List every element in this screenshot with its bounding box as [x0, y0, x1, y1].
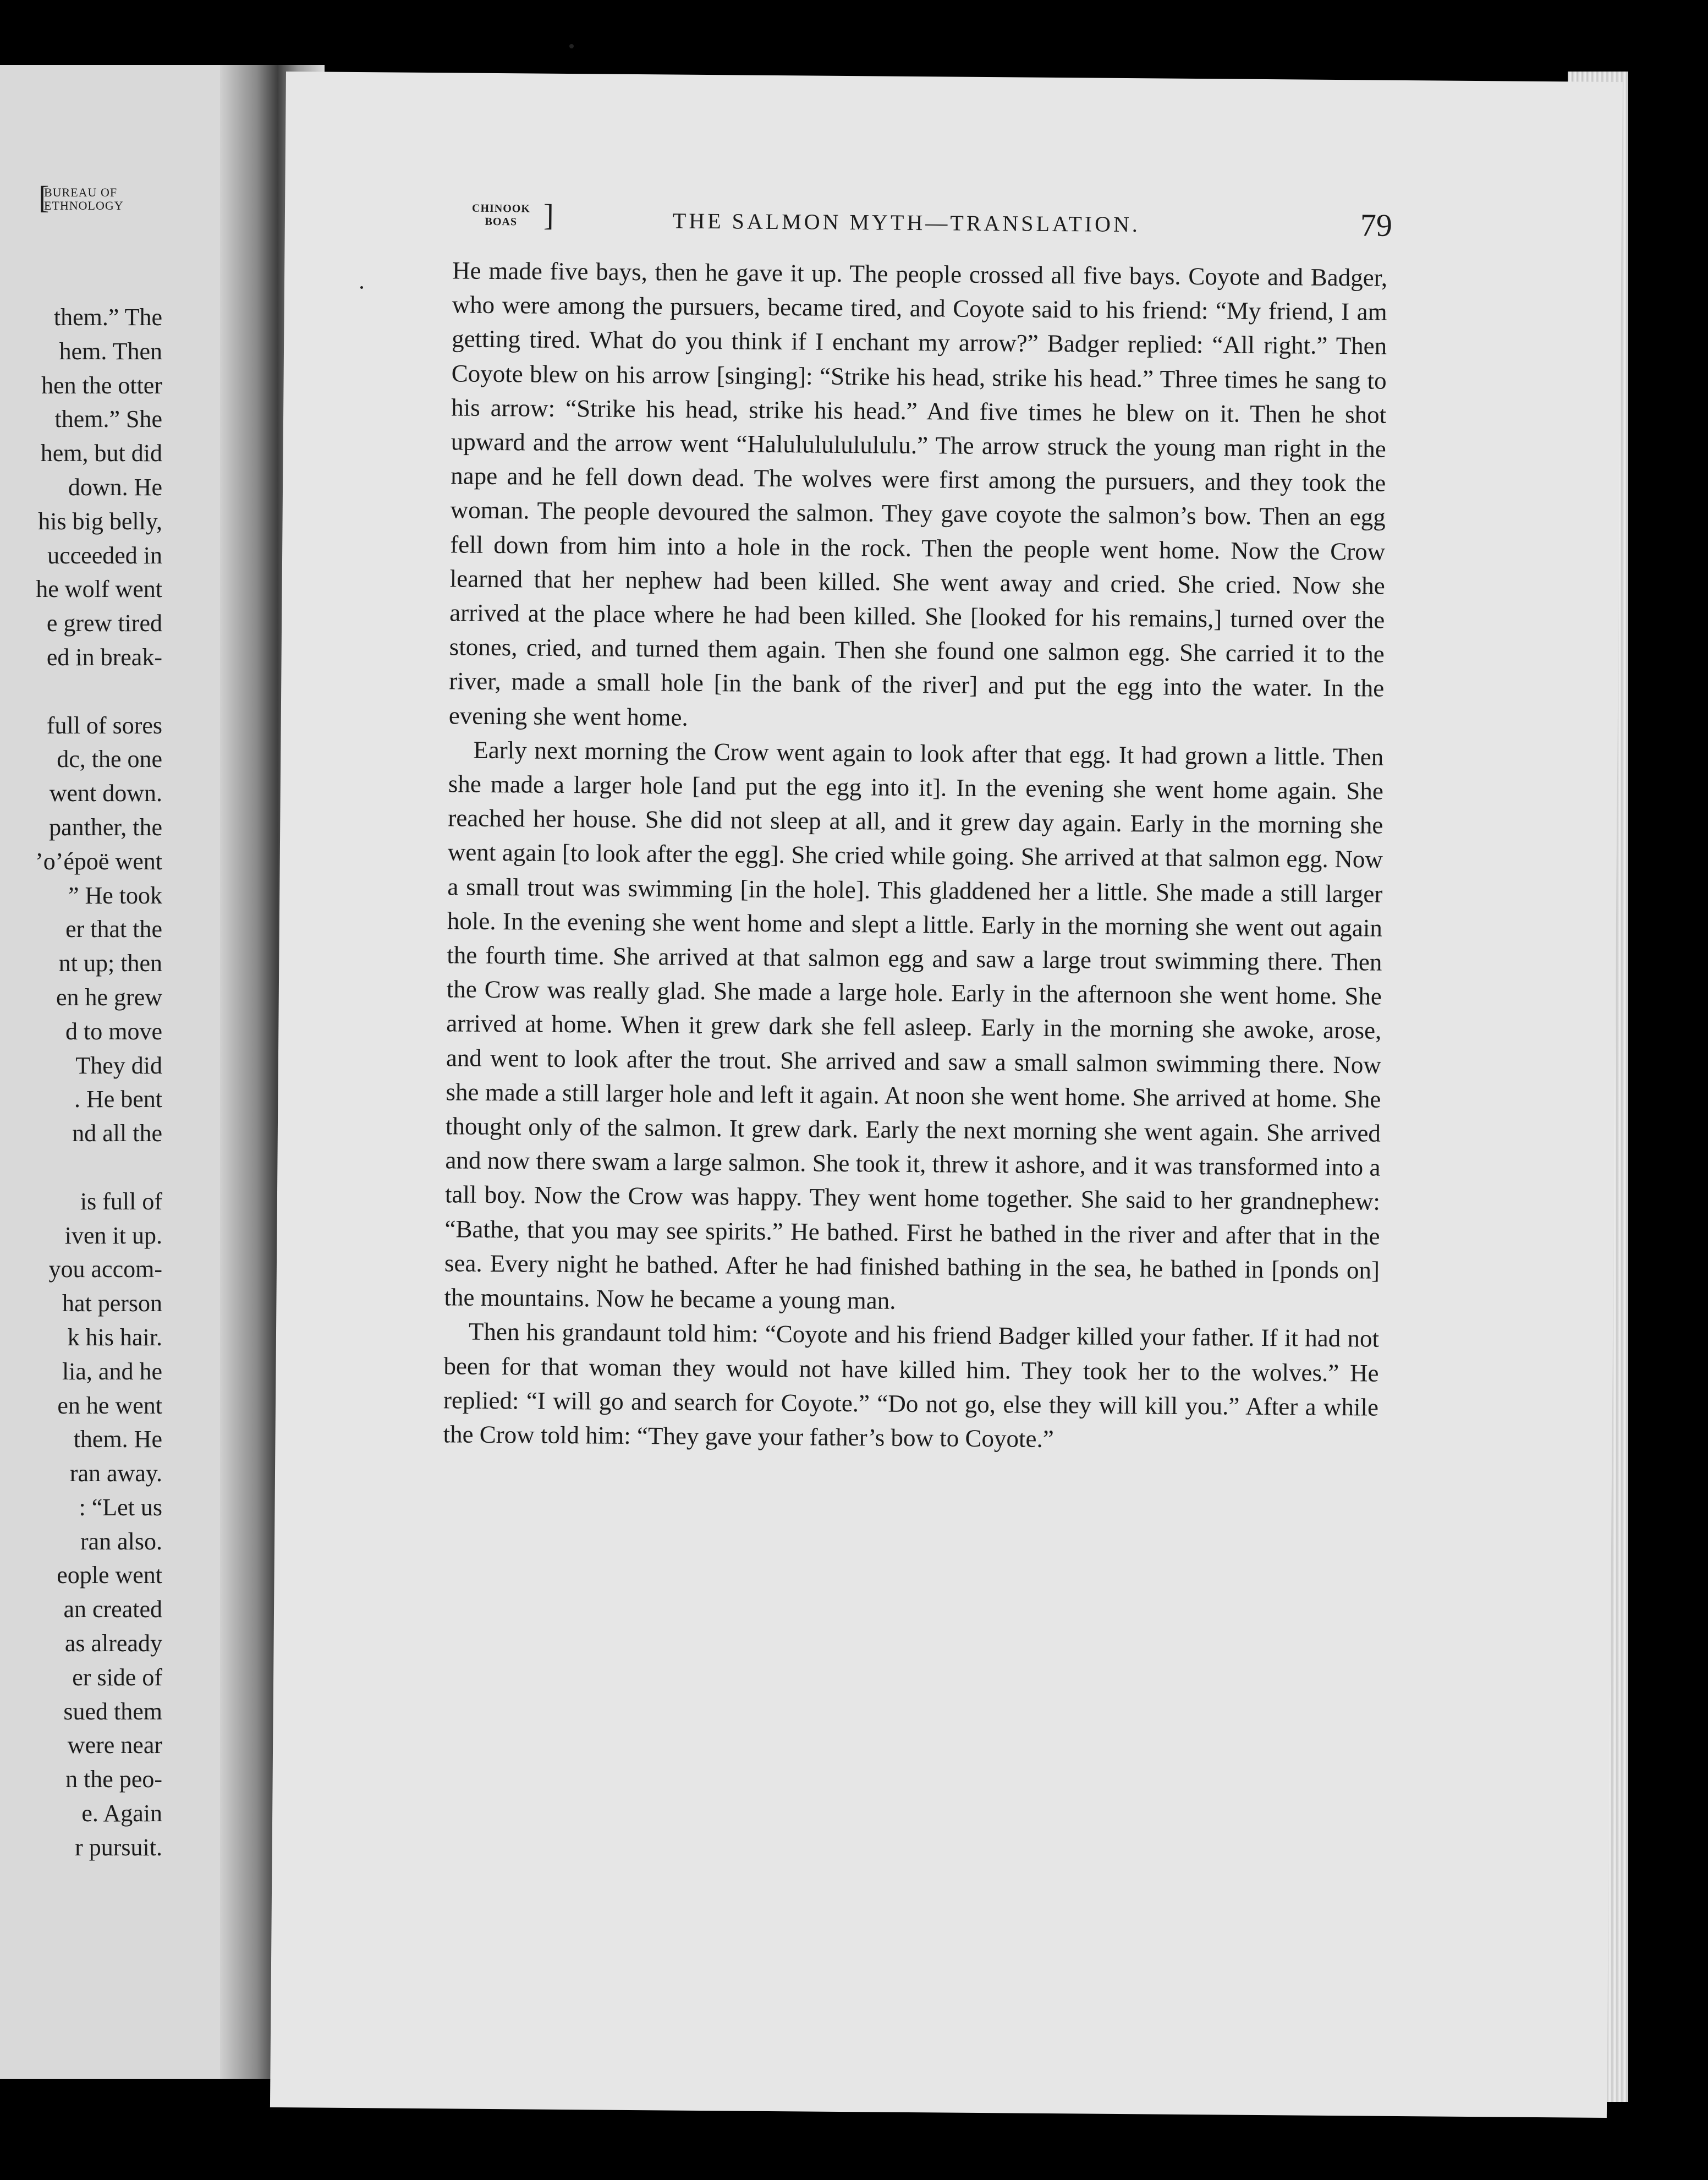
right-page	[270, 72, 1623, 2118]
left-page-line: en he grew	[56, 983, 162, 1011]
left-page-line: his big belly,	[38, 507, 162, 535]
left-page-line: ran also.	[80, 1527, 162, 1555]
left-page-line: them.” The	[53, 304, 162, 331]
left-page-line	[0, 1151, 162, 1185]
left-page-line: k his hair.	[67, 1323, 162, 1351]
left-page-line: down. He	[68, 473, 162, 501]
left-page-line: They did	[75, 1051, 162, 1079]
left-header-bracket: [	[39, 179, 50, 215]
left-page-line: went down.	[49, 780, 162, 807]
left-page-line: hem, but did	[40, 440, 162, 467]
left-page-line: as already	[64, 1630, 162, 1657]
header-section-line-2: BOAS	[485, 215, 518, 228]
paragraph-1: He made five bays, then he gave it up. The people crossed all five bays. Coyote and Badger, who were among the pursuers, became tired, and Coyote said to his friend: “My friend, I am getting tired. What do you think if I enchant my arrow?” Badger replied: “All right.” Then Coyote blew on his arrow [singing]: “Strike his head, strike his head.” Three times he sang to his arrow: “Strike his head, strike his head.” And five times he blew on it. Then he shot upward and the arrow went “Halululululululu.” The arrow struck the young man right in the nape and he fell down dead. The wolves were first among the pursuers, and they took the woman. The people devoured the salmon. They gave coyote the salmon’s bow. Then an egg fell down from him into a hole in the rock. Then the people went home. Now the Crow learned that her nephew had been killed. She went away and cried. She cried. Now she arrived at the place where he had been killed. She [looked for his remains,] turned over the stones, cried, and turned them again. Then she found one salmon egg. She carried it to the river, made a small hole [in the bank of the river] and put the egg into the water. In the evening she went home.	[448, 256, 1388, 731]
left-header-line-1: BUREAU OF	[44, 185, 118, 199]
left-page-line: ’o’époë went	[35, 847, 162, 875]
left-page-line: dc, the one	[57, 746, 162, 773]
left-page-line: . He bent	[74, 1086, 162, 1113]
left-page-line: you accom-	[48, 1256, 162, 1283]
left-page-line: en he went	[57, 1392, 162, 1419]
page-number: 79	[1360, 207, 1393, 243]
left-page-line: hem. Then	[59, 337, 162, 365]
paragraph-3: Then his grandaunt told him: “Coyote and his friend Badger killed your father. If it had not been for that woman they would not have killed him. They took her to the wolves.” He replied: “I will go and search for Coyote.” “Do not go, else they will kill you.” After a while the Crow told him: “They gave your father’s bow to Coyote.”	[443, 1317, 1380, 1453]
left-page-line: nd all the	[72, 1120, 162, 1147]
left-page-line: iven it up.	[64, 1222, 162, 1249]
left-page-line: ” He took	[68, 881, 162, 909]
left-page-line: : “Let us	[79, 1493, 162, 1521]
left-page-line: d to move	[65, 1017, 162, 1045]
left-page-line: them.” She	[54, 406, 162, 433]
left-page-line: panther, the	[49, 813, 162, 841]
left-page-line: an created	[63, 1596, 162, 1623]
left-page-text	[0, 300, 162, 1865]
left-page-line: is full of	[80, 1187, 162, 1215]
body-text	[443, 253, 1387, 1458]
left-page-line: e grew tired	[46, 610, 162, 637]
left-page-line: sued them	[63, 1697, 162, 1725]
left-running-header	[44, 186, 124, 212]
running-header	[285, 198, 1622, 253]
left-page-line: hat person	[62, 1290, 162, 1317]
left-page-line: ran away.	[69, 1460, 162, 1487]
left-page-line: e. Again	[81, 1800, 162, 1827]
left-page-line: n the peo-	[65, 1766, 162, 1793]
left-header-line-2: ETHNOLOGY	[44, 199, 124, 212]
left-page-line: nt up; then	[58, 950, 162, 977]
left-page-line: he wolf went	[36, 576, 162, 603]
left-page-line: r pursuit.	[75, 1833, 162, 1861]
dust-speck	[569, 44, 574, 48]
left-page-line: eople went	[57, 1562, 162, 1589]
left-page-line: er side of	[72, 1663, 162, 1691]
left-page-line: full of sores	[46, 711, 162, 739]
left-page-line	[0, 675, 162, 709]
header-bracket: ]	[543, 198, 554, 233]
running-title: THE SALMON MYTH—TRANSLATION.	[672, 208, 1141, 237]
left-page-line: hen the otter	[41, 371, 162, 399]
left-page-line: ucceeded in	[47, 541, 162, 569]
header-section-line-1: CHINOOK	[471, 202, 531, 215]
dust-speck	[360, 286, 363, 289]
paragraph-2: Early next morning the Crow went again to look after that egg. It had grown a little. Then she made a larger hole [and put the egg into it]. In the evening she went home again. She reached her house. She did not sleep at all, and it grew day again. Early in the morning she went again [to look after the egg]. She cried while going. She arrived at that salmon egg. Now a small trout was swimming [in the hole]. This gladdened her a little. She made a still larger hole. In the evening she went home and slept a little. Early in the morning she went out again the fourth time. She arrived at that salmon egg and saw a large trout swimming there. Then the Crow was really glad. She made a large hole. Early in the afternoon she went home. She arrived at home. When it grew dark she fell asleep. Early in the morning she awoke, arose, and went to look after the trout. She arrived and saw a small salmon swimming there. Now she made a still larger hole and left it again. At noon she went home. She arrived at home. She thought only of the salmon. It grew dark. Early the next morning she went again. She arrived and now there swam a large salmon. She took it, threw it ashore, and it was transformed into a tall boy. Now the Crow was happy. They went home together. She said to her grandnephew: “Bathe, that you may see spirits.” He bathed. First he bathed in the river and after that in the sea. Every night he bathed. After he had finished bathing in the sea, he bathed in [ponds on] the mountains. Now he became a young man.	[444, 736, 1384, 1314]
left-page-line: lia, and he	[62, 1357, 162, 1385]
left-page-line: ed in break-	[46, 643, 162, 671]
header-section-label	[472, 202, 530, 229]
left-page-line: them. He	[73, 1426, 162, 1453]
left-page-line: er that the	[65, 916, 162, 943]
left-page-line: were near	[67, 1732, 162, 1759]
